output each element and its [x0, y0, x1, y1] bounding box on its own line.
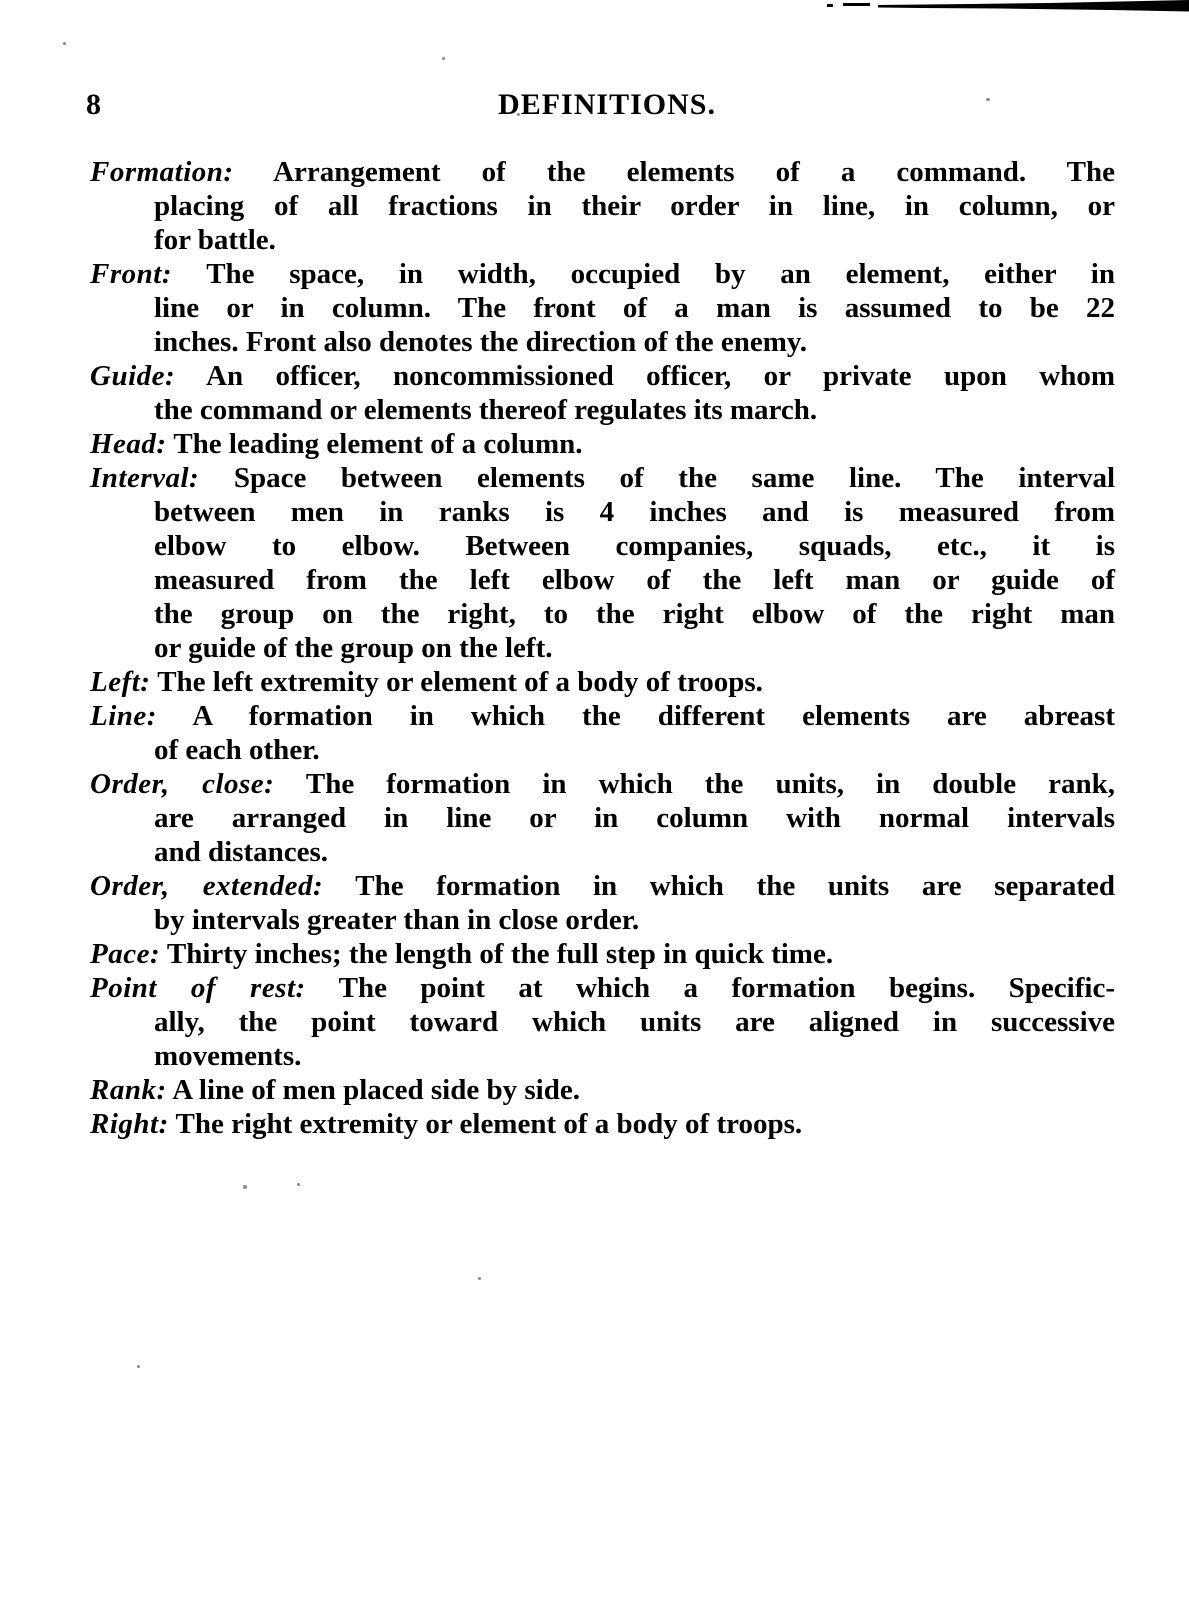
definition-first-line: [90, 257, 1115, 291]
definition-entry: [90, 699, 1115, 767]
definition-entry: [90, 461, 1115, 665]
scan-speck: [137, 1365, 140, 1368]
scan-speck: [478, 1277, 481, 1280]
definition-term: Formation:: [90, 156, 234, 188]
definition-text: Space between elements of the same line. The interval: [233, 462, 1116, 494]
page-title: DEFINITIONS.: [498, 88, 716, 121]
definition-entry: [90, 1107, 1115, 1141]
definition-entry: [90, 1073, 1115, 1107]
scan-edge-artifact: [820, 0, 1189, 14]
definition-text: The space, in width, occupied by an element, either in: [206, 258, 1115, 290]
definition-term: Head:: [90, 428, 167, 460]
definition-first-line: [90, 971, 1115, 1005]
definition-term: Pace:: [90, 938, 161, 970]
page-number: 8: [86, 88, 102, 121]
definition-text: An officer, noncommissioned officer, or private upon whom: [206, 360, 1115, 392]
definition-entry: [90, 359, 1115, 427]
definition-line: placing of all fractions in their order in line, in column, or: [154, 190, 1115, 222]
definition-entry: [90, 427, 1115, 461]
definition-term: Guide:: [90, 360, 176, 392]
definition-first-line: [90, 937, 1115, 971]
definition-entry: [90, 155, 1115, 257]
definition-text: The formation in which the units are separated: [355, 870, 1115, 902]
definition-first-line: [90, 1073, 1115, 1107]
definition-text: The left extremity or element of a body of troops.: [157, 666, 763, 698]
definition-first-line: [90, 359, 1115, 393]
definition-line: and distances.: [154, 836, 329, 868]
definition-line: or guide of the group on the left.: [154, 632, 553, 664]
definition-line: ally, the point toward which units are aligned in successive: [154, 1006, 1115, 1038]
definition-line: the command or elements thereof regulates its march.: [154, 394, 818, 426]
definition-term: Point of rest:: [90, 972, 306, 1004]
definition-line: elbow to elbow. Between companies, squads, etc., it is: [154, 530, 1115, 562]
definition-line: inches. Front also denotes the direction of the enemy.: [154, 326, 807, 358]
definition-entry: [90, 665, 1115, 699]
scan-speck: [442, 57, 445, 60]
definition-term: Line:: [90, 700, 157, 732]
definition-text: The formation in which the units, in double rank,: [305, 768, 1116, 800]
definitions-list: [90, 155, 1115, 1141]
definition-text: Arrangement of the elements of a command. The: [273, 156, 1115, 188]
definition-text: A line of men placed side by side.: [172, 1074, 580, 1106]
scan-speck: [243, 1185, 247, 1189]
definition-term: Order, close:: [90, 768, 275, 800]
definition-line: the group on the right, to the right elbow of the right man: [154, 598, 1115, 630]
page-header: [0, 88, 1189, 122]
definition-first-line: [90, 461, 1115, 495]
definition-line: by intervals greater than in close order.: [154, 904, 640, 936]
definition-line: for battle.: [154, 224, 276, 256]
scan-speck: [63, 42, 66, 45]
definition-text: The leading element of a column.: [173, 428, 583, 460]
definition-first-line: [90, 427, 1115, 461]
definition-line: are arranged in line or in column with normal intervals: [154, 802, 1115, 834]
definition-line: movements.: [154, 1040, 302, 1072]
definition-line: of each other.: [154, 734, 320, 766]
definition-line: measured from the left elbow of the left man or guide of: [154, 564, 1115, 596]
definition-entry: [90, 767, 1115, 869]
definition-line: between men in ranks is 4 inches and is measured from: [154, 496, 1115, 528]
definition-first-line: [90, 665, 1115, 699]
definition-term: Left:: [90, 666, 151, 698]
definition-term: Order, extended:: [90, 870, 324, 902]
definition-text: The point at which a formation begins. Specific-: [338, 972, 1115, 1004]
definition-term: Rank:: [90, 1074, 167, 1106]
definition-entry: [90, 257, 1115, 359]
definition-first-line: [90, 155, 1115, 189]
definition-text: The right extremity or element of a body of troops.: [175, 1108, 803, 1140]
scan-speck: [297, 1183, 300, 1186]
definition-term: Front:: [90, 258, 172, 290]
definition-text: A formation in which the different elements are abreast: [192, 700, 1115, 732]
definition-first-line: [90, 767, 1115, 801]
definition-first-line: [90, 699, 1115, 733]
definition-text: Thirty inches; the length of the full step in quick time.: [166, 938, 834, 970]
definition-term: Interval:: [90, 462, 200, 494]
definition-first-line: [90, 869, 1115, 903]
definition-term: Right:: [90, 1108, 169, 1140]
definition-first-line: [90, 1107, 1115, 1141]
definition-line: line or in column. The front of a man is assumed to be 22: [154, 292, 1115, 324]
definition-entry: [90, 937, 1115, 971]
definition-entry: [90, 971, 1115, 1073]
definition-entry: [90, 869, 1115, 937]
